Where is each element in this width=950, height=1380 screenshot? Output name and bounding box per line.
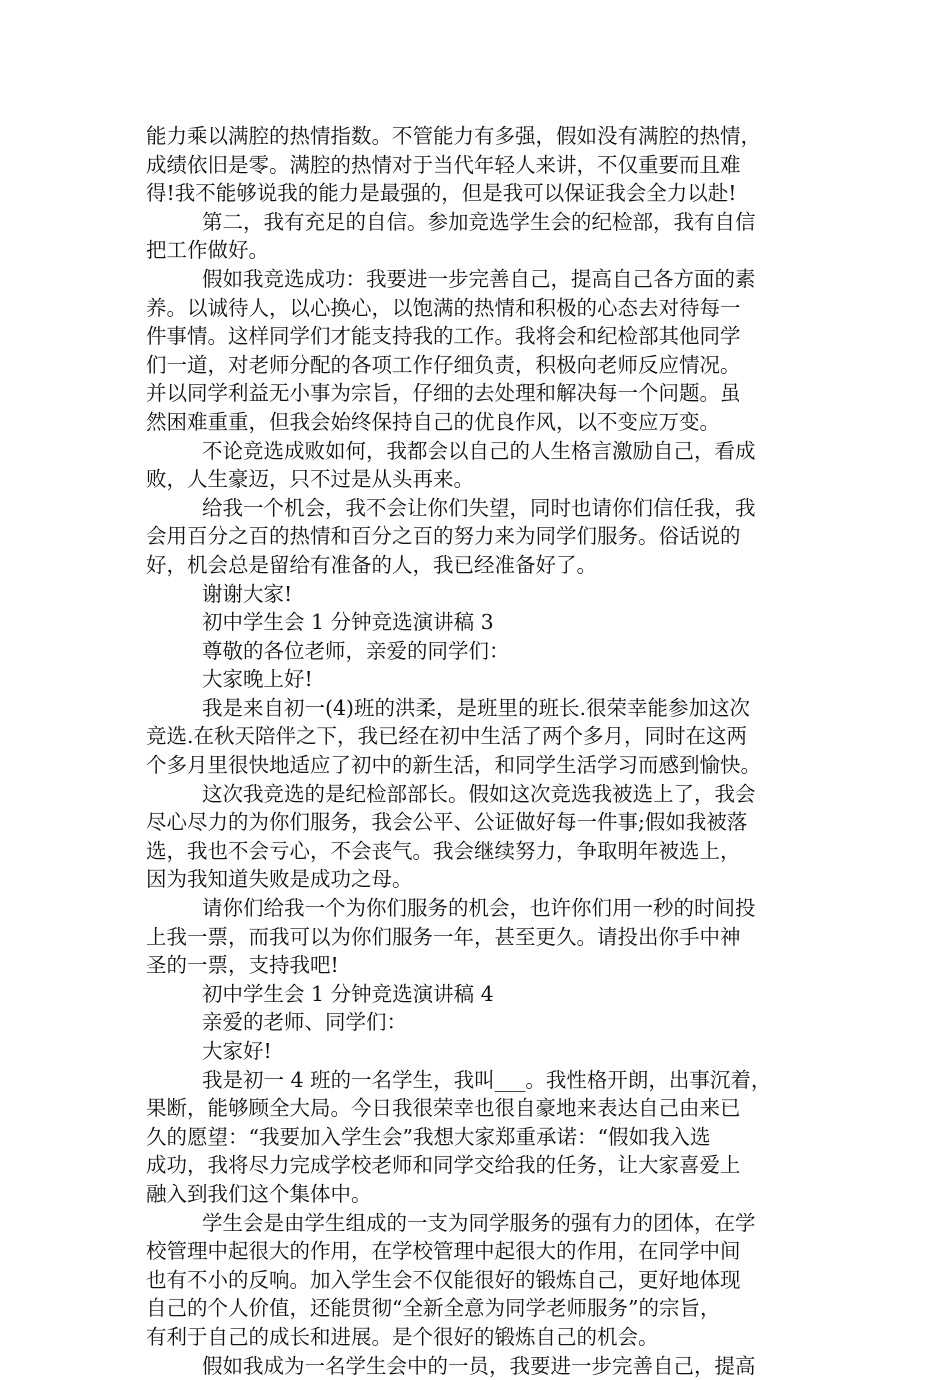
text-line: 能力乘以满腔的热情指数。不管能力有多强，假如没有满腔的热情，	[146, 124, 761, 148]
text-line: 这次我竞选的是纪检部部长。假如这次竞选我被选上了，我会	[202, 781, 756, 806]
text-line: 成绩依旧是零。满腔的热情对于当代年轻人来讲，不仅重要而且难	[146, 152, 741, 177]
text-line: 给我一个机会，我不会让你们失望，同时也请你们信任我，我	[202, 495, 756, 520]
text-line: 件事情。这样同学们才能支持我的工作。我将会和纪检部其他同学	[146, 324, 741, 349]
text-line: 初中学生会 1 分钟竞选演讲稿 3	[202, 610, 494, 635]
text-line: 果断，能够顾全大局。今日我很荣幸也很自豪地来表达自己由来已	[146, 1096, 741, 1121]
text-line: 并以同学利益无小事为宗旨，仔细的去处理和解决每一个问题。虽	[146, 381, 741, 406]
text-line: 好，机会总是留给有准备的人，我已经准备好了。	[146, 552, 597, 577]
text-line: 养。以诚待人，以心换心，以饱满的热情和积极的心态去对待每一	[146, 295, 741, 320]
text-line: 初中学生会 1 分钟竞选演讲稿 4	[202, 981, 494, 1006]
text-line: 们一道，对老师分配的各项工作仔细负责，积极向老师反应情况。	[146, 352, 741, 377]
text-line: 假如我成为一名学生会中的一员，我要进一步完善自己，提高	[202, 1353, 756, 1378]
text-line: 得!我不能够说我的能力是最强的，但是我可以保证我会全力以赴!	[146, 181, 737, 206]
text-line: 请你们给我一个为你们服务的机会，也许你们用一秒的时间投	[202, 896, 756, 921]
text-line: 选，我也不会亏心，不会丧气。我会继续努力，争取明年被选上，	[146, 838, 741, 863]
text-line: 也有不小的反响。加入学生会不仅能很好的锻炼自己，更好地体现	[146, 1267, 741, 1292]
text-line: 融入到我们这个集体中。	[146, 1181, 372, 1206]
text-line: 谢谢大家!	[202, 581, 293, 606]
text-line: 成功，我将尽力完成学校老师和同学交给我的任务，让大家喜爱上	[146, 1153, 741, 1178]
text-line: 大家好!	[202, 1039, 272, 1063]
text-line: 上我一票，而我可以为你们服务一年，甚至更久。请投出你手中神	[146, 924, 741, 949]
text-line: 自己的个人价值，还能贯彻“全新全意为同学老师服务”的宗旨，	[146, 1296, 721, 1321]
text-line: 亲爱的老师、同学们：	[202, 1010, 407, 1035]
text-line: 我是初一 4 班的一名学生，我叫___。我性格开朗，出事沉着，	[202, 1067, 772, 1092]
text-line: 尊敬的各位老师，亲爱的同学们：	[202, 638, 510, 663]
text-line: 把工作做好。	[146, 238, 269, 263]
text-line: 假如我竞选成功：我要进一步完善自己，提高自己各方面的素	[202, 266, 756, 291]
text-line: 因为我知道失败是成功之母。	[146, 867, 413, 892]
text-line: 大家晚上好!	[202, 667, 313, 692]
text-line: 我是来自初一(4)班的洪柔，是班里的班长.很荣幸能参加这次	[202, 695, 751, 720]
text-line: 不论竞选成败如何，我都会以自己的人生格言激励自己，看成	[202, 438, 756, 463]
text-line: 败，人生豪迈，只不过是从头再来。	[146, 467, 474, 492]
text-line: 然困难重重，但我会始终保持自己的优良作风，以不变应万变。	[146, 409, 720, 434]
text-line: 会用百分之百的热情和百分之百的努力来为同学们服务。俗话说的	[146, 524, 741, 549]
text-line: 圣的一票，支持我吧!	[146, 953, 339, 978]
text-line: 学生会是由学生组成的一支为同学服务的强有力的团体，在学	[202, 1210, 756, 1235]
text-line: 有利于自己的成长和进展。是个很好的锻炼自己的机会。	[146, 1324, 659, 1349]
text-line: 竞选.在秋天陪伴之下，我已经在初中生活了两个多月，同时在这两	[146, 724, 748, 749]
text-line: 第二，我有充足的自信。参加竞选学生会的纪检部，我有自信	[202, 209, 756, 234]
text-line: 校管理中起很大的作用，在学校管理中起很大的作用，在同学中间	[146, 1239, 741, 1264]
text-line: 尽心尽力的为你们服务，我会公平、公证做好每一件事;假如我被落	[146, 810, 748, 835]
speech-body-text	[146, 122, 806, 1380]
text-line: 久的愿望：“我要加入学生会”我想大家郑重承诺：“假如我入选	[146, 1124, 711, 1149]
text-line: 个多月里很快地适应了初中的新生活，和同学生活学习而感到愉快。	[146, 753, 761, 778]
